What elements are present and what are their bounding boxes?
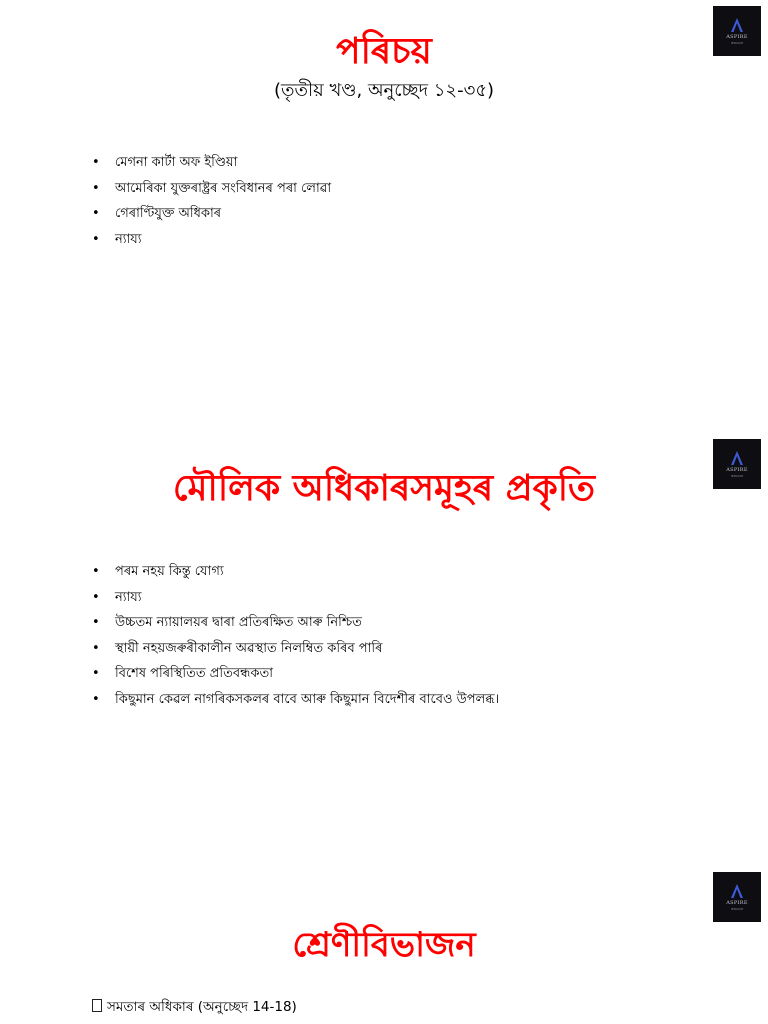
aspire-logo (713, 872, 761, 922)
list-item: • মেগনা কাৰ্টা অফ ইণ্ডিয়া (92, 155, 331, 181)
list-item: • ন্যায্য (92, 590, 499, 616)
list-item: • আমেৰিকা যুক্তৰাষ্ট্ৰৰ সংবিধানৰ পৰা লোৱা (92, 181, 331, 207)
list-item: • উচ্চতম ন্যায়ালয়ৰ দ্বাৰা প্ৰতিৰক্ষিত আৰু নিশ্চিত (92, 615, 499, 641)
logo-subtext: IEDUCM (731, 907, 743, 911)
logo-text: ASPIRE (726, 900, 748, 906)
section-title-classification: শ্ৰেণীবিভাজন (292, 925, 476, 965)
logo-text: ASPIRE (726, 34, 748, 40)
introduction-list (92, 155, 331, 257)
classification-item-label: সমতাৰ অধিকাৰ (অনুচ্ছেদ 14-18) (107, 999, 297, 1015)
logo-subtext: IEDUCM (731, 474, 743, 478)
checkbox-glyph-icon (92, 999, 102, 1012)
aspire-a-icon (729, 883, 745, 899)
list-item: • স্থায়ী নহয়জৰুৰীকালীন অৱস্থাত নিলম্বিত কৰিব পাৰি (92, 641, 499, 667)
list-item: • বিশেষ পৰিস্থিতিত প্ৰতিবন্ধকতা (92, 666, 499, 692)
classification-item (92, 996, 297, 1019)
nature-list (92, 564, 499, 717)
logo-text: ASPIRE (726, 467, 748, 473)
section-title-nature: মৌলিক অধিকাৰসমূহৰ প্ৰকৃতি (172, 468, 596, 509)
logo-subtext: IEDUCM (731, 41, 743, 45)
list-item: • পৰম নহয় কিন্তু যোগ্য (92, 564, 499, 590)
list-item: • ন্যায্য (92, 232, 331, 258)
list-item: • কিছুমান কেৱল নাগৰিকসকলৰ বাবে আৰু কিছুমান বিদেশীৰ বাবেও উপলব্ধ। (92, 692, 499, 718)
section-title-introduction: পৰিচয় (336, 31, 432, 72)
section-subtitle: (তৃতীয় খণ্ড, অনুচ্ছেদ ১২-৩৫) (273, 80, 495, 101)
list-item: • গেৰাণ্টিযুক্ত অধিকাৰ (92, 206, 331, 232)
